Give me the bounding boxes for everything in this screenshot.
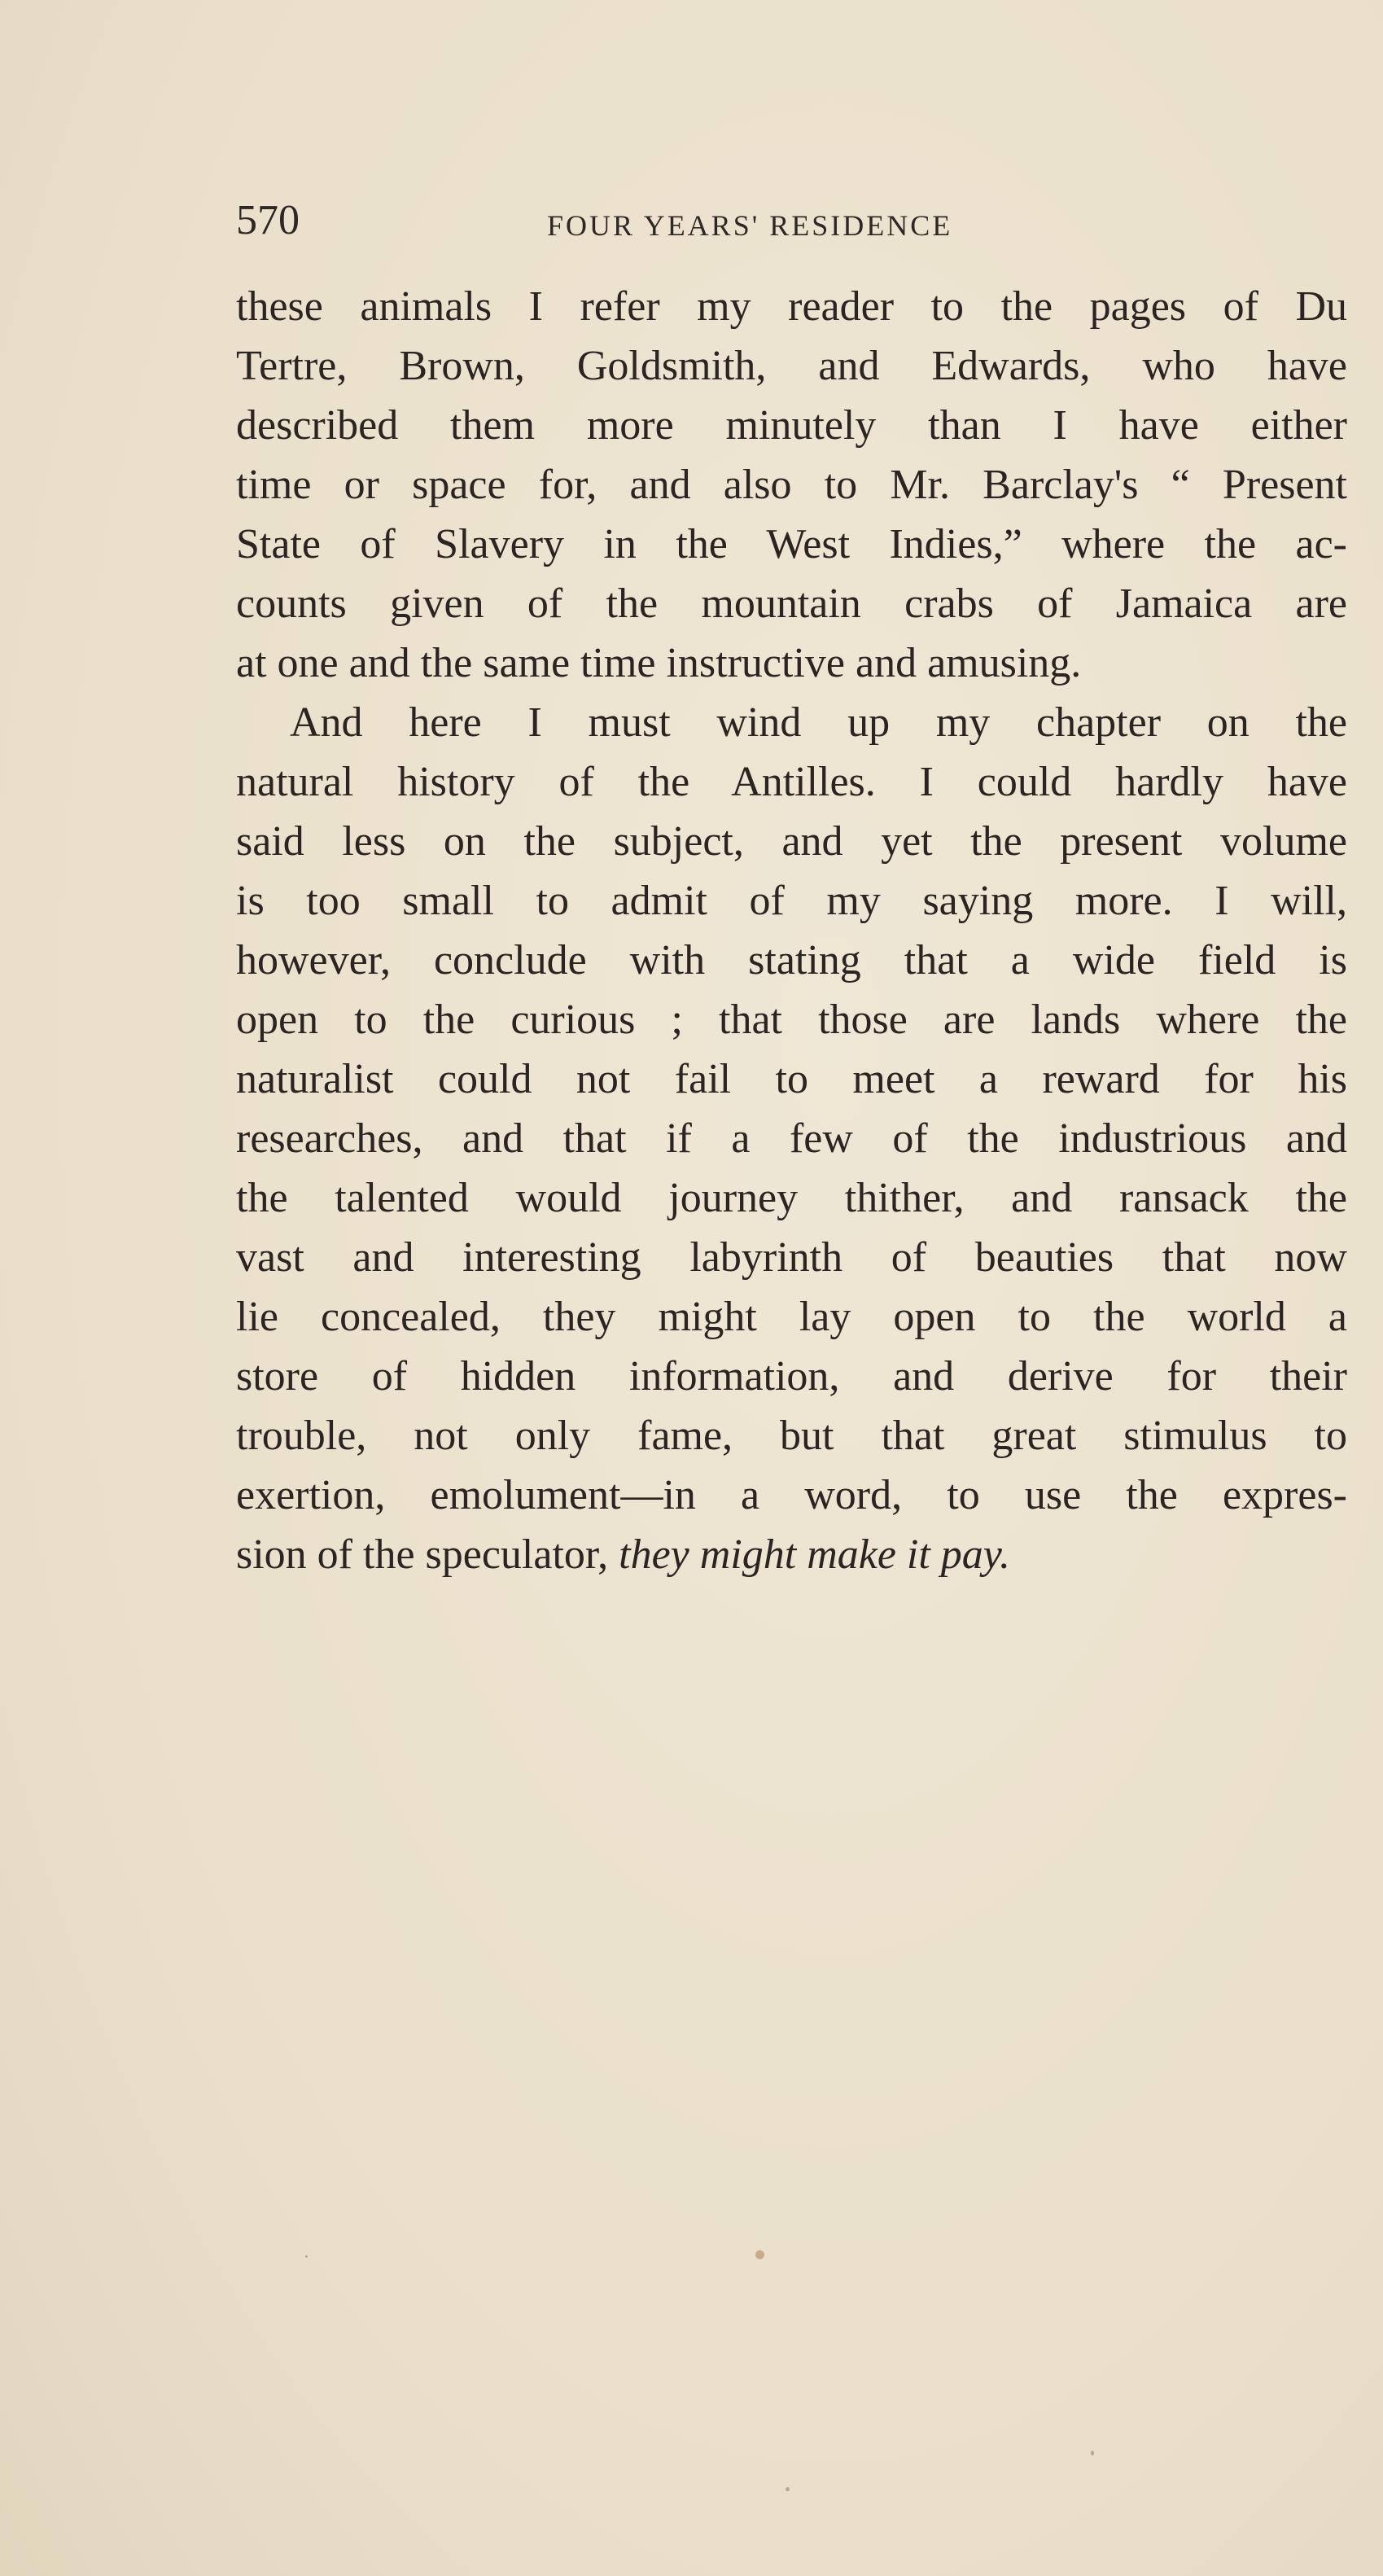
final-line-italic: they might make it pay.: [619, 1531, 1011, 1578]
paper-speck: [1091, 2451, 1094, 2456]
paragraph-end-line: at one and the same time instructive and amusing.: [236, 640, 1082, 686]
text-line: researches, and that if a few of the industrious and: [236, 1115, 1347, 1162]
text-line: naturalist could not fail to meet a reward for his: [236, 1056, 1347, 1102]
text-line: time or space for, and also to Mr. Barclay's “ Present: [236, 462, 1347, 508]
text-line: State of Slavery in the West Indies,” where the ac-: [236, 521, 1347, 567]
text-line: trouble, not only fame, but that great stimulus to: [236, 1413, 1347, 1459]
body-text: [236, 277, 1351, 1584]
paper-speck: [305, 2255, 308, 2258]
final-line: [236, 1525, 1351, 1584]
text-line: counts given of the mountain crabs of Jamaica are: [236, 580, 1347, 627]
paragraph-start-line: And here I must wind up my chapter on the: [290, 699, 1347, 746]
text-line: however, conclude with stating that a wide field is: [236, 937, 1347, 984]
text-line: lie concealed, they might lay open to the world a: [236, 1294, 1347, 1340]
text-line: Tertre, Brown, Goldsmith, and Edwards, who have: [236, 343, 1347, 389]
text-line: open to the curious ; that those are lands where the: [236, 997, 1347, 1043]
text-line: store of hidden information, and derive for their: [236, 1353, 1347, 1400]
text-line: exertion, emolument—in a word, to use the expres-: [236, 1472, 1347, 1518]
text-line: natural history of the Antilles. I could hardly have: [236, 759, 1347, 805]
text-line: these animals I refer my reader to the pages of Du: [236, 283, 1347, 330]
page-number: 570: [236, 197, 300, 243]
paper-speck: [786, 2487, 790, 2491]
text-line: described them more minutely than I have either: [236, 402, 1347, 449]
text-line: said less on the subject, and yet the present volume: [236, 818, 1347, 865]
final-line-text: sion of the speculator,: [236, 1531, 619, 1578]
text-line: is too small to admit of my saying more. I will,: [236, 878, 1347, 924]
text-line: the talented would journey thither, and ransack the: [236, 1175, 1347, 1221]
running-head: [236, 192, 1058, 249]
text-line: vast and interesting labyrinth of beauties that now: [236, 1234, 1347, 1281]
paper-speck: [755, 2250, 764, 2259]
running-head-title: FOUR YEARS' RESIDENCE: [547, 209, 953, 242]
